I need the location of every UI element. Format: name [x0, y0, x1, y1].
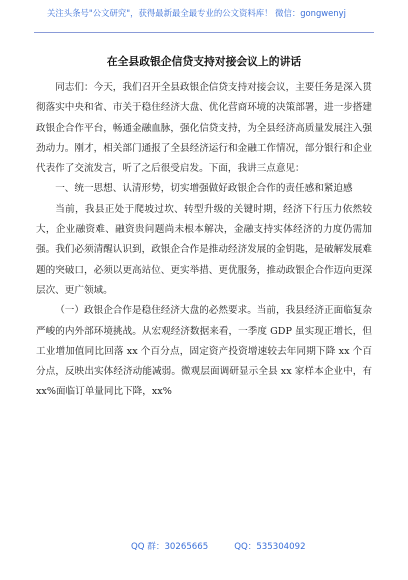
section-heading-1: 一、统一思想、认清形势，切实增强做好政银企合作的责任感和紧迫感 [55, 183, 353, 195]
document-body [36, 78, 372, 403]
paragraph-current-situation: 当前，我县正处于爬坡过坎、转型升级的关键时期，经济下行压力依然较大，企业融资难、融资贵问题尚未根本解决，金融支持实体经济的力度仍需加强。我们必须清醒认识到，政银企合作是推动经济发展的金钥匙，是破解发展难题的突破口，必须以更高站位、更实举措、更优服务，推动政银企合作迈向更深层次、更广领域。 [36, 203, 372, 296]
paragraph-subsection-1: （一）政银企合作是稳住经济大盘的必然要求。当前，我县经济正面临复杂严峻的内外部环境挑战。从宏观经济数据来看，一季度 GDP 虽实现正增长，但工业增加值同比回落 xx 个百分点，固定资产投资增速较去年同期下降 xx 个百分点，反映出实体经济动能减弱。微观层面调研显示全县 xx 家样本企业中，有 xx%面临订单量同比下降，xx% [36, 305, 372, 398]
footer-contact [131, 540, 306, 552]
footer-qq-group: QQ 群：30265665 [131, 542, 209, 552]
header-divider [34, 32, 374, 33]
page-header [0, 0, 408, 30]
page-footer [0, 538, 408, 558]
footer-qq-number: QQ：535304092 [234, 542, 306, 552]
document-title: 在全县政银企信贷支持对接会议上的讲话 [106, 55, 302, 68]
header-banner-text: 关注头条号"公文研究"，获得最新最全最专业的公文资料库！ 微信：gongwenyj [47, 8, 346, 18]
paragraph-opening: 同志们：今天，我们召开全县政银企信贷支持对接会议，主要任务是深入贯彻落实中央和省、市关于稳住经济大盘、优化营商环境的决策部署，进一步搭建政银企合作平台，畅通金融血脉，强化信贷支持，为全县经济高质量发展注入强劲动力。刚才，相关部门通报了全县经济运行和金融工作情况，部分银行和企业代表作了交流发言，听了之后很受启发。下面，我讲三点意见： [36, 82, 372, 175]
